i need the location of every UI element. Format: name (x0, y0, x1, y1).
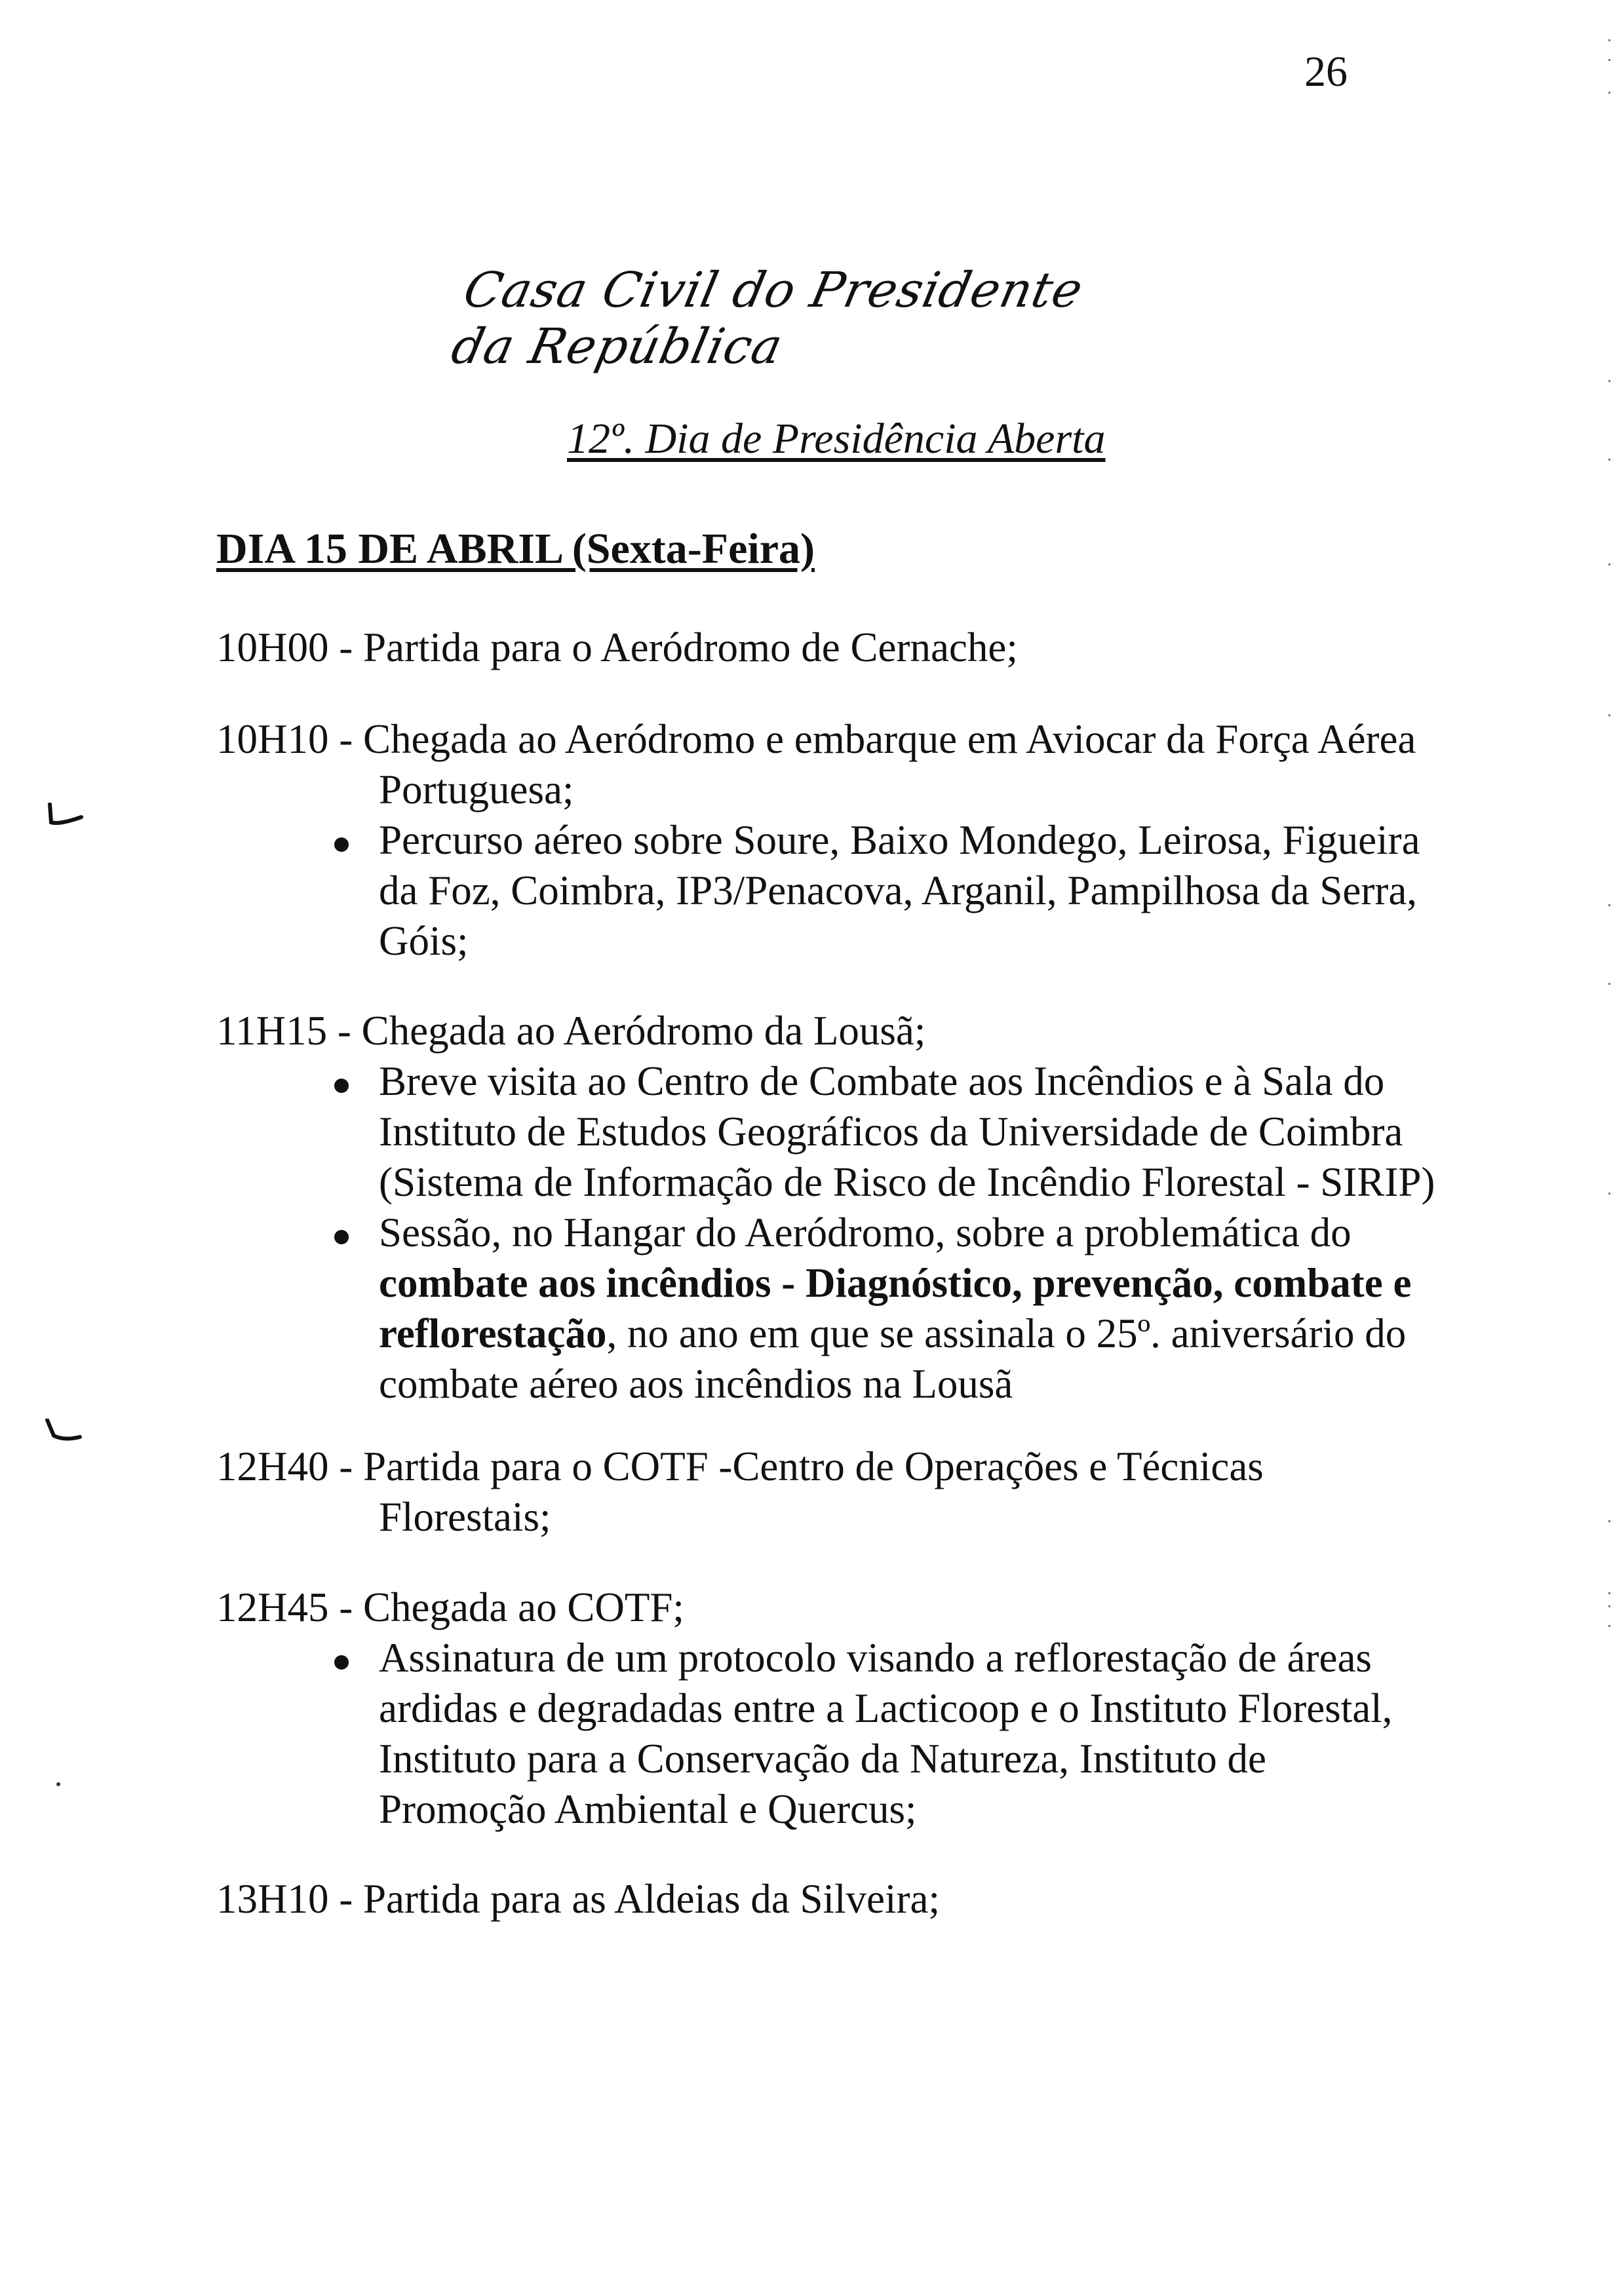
bullet-icon (334, 1079, 349, 1093)
bullet-line: Percurso aéreo sobre Soure, Baixo Mondego, Leirosa, Figueira (379, 817, 1420, 863)
bullet-line: Góis; (379, 918, 469, 964)
bullet-continuation (216, 1309, 1439, 1359)
entry-time: 12H45 (216, 1584, 329, 1630)
schedule-entry (216, 1582, 1439, 1835)
bullet-continuation (216, 1683, 1439, 1734)
entry-text: - Partida para o COTF -Centro de Operações e Técnicas (339, 1444, 1264, 1489)
check-mark-icon (46, 803, 85, 829)
bullet-line: Promoção Ambiental e Quercus; (379, 1786, 917, 1832)
entry-text: - Partida para as Aldeias da Silveira; (339, 1876, 940, 1922)
scan-edge (1606, 0, 1615, 2296)
bullet-continuation (216, 1359, 1439, 1409)
bullet-continuation (216, 866, 1439, 916)
bullet-continuation (216, 1107, 1439, 1157)
entry-text: - Chegada ao COTF; (339, 1584, 684, 1630)
bullet-line: (Sistema de Informação de Risco de Incêndio Florestal - SIRIP) (379, 1159, 1435, 1205)
bullet-line: Assinatura de um protocolo visando a reflorestação de áreas (379, 1635, 1372, 1681)
bullet-continuation (216, 916, 1439, 966)
entry-text: - Chegada ao Aeródromo e embarque em Aviocar da Força Aérea (339, 716, 1416, 762)
bullet-line: ardidas e degradadas entre a Lacticoop e o Instituto Florestal, (379, 1685, 1393, 1731)
bullet-continuation (216, 1157, 1439, 1208)
bullet-item (216, 1208, 1439, 1258)
letterhead: Casa Civil do Presidente da República (446, 262, 1088, 375)
bullet-item (216, 1056, 1439, 1107)
bullet-line: , no ano em que se assinala o 25º. aniversário do (606, 1311, 1407, 1356)
bullet-icon (334, 837, 349, 852)
bullet-continuation (216, 1258, 1439, 1309)
day-header: DIA 15 DE ABRIL (Sexta-Feira) (216, 525, 815, 573)
bullet-line: Breve visita ao Centro de Combate aos Incêndios e à Sala do (379, 1058, 1385, 1104)
bullet-continuation (216, 1734, 1439, 1784)
entry-continuation: Portuguesa; (379, 767, 574, 813)
schedule-entry (216, 622, 1439, 673)
schedule-entry (216, 1442, 1439, 1542)
entry-text: - Chegada ao Aeródromo da Lousã; (337, 1008, 926, 1054)
scan-speck (56, 1782, 60, 1786)
page-number: 26 (1304, 48, 1348, 96)
bullet-continuation (216, 1784, 1439, 1835)
entry-time: 12H40 (216, 1444, 329, 1489)
bullet-line: Sessão, no Hangar do Aeródromo, sobre a problemática do (379, 1210, 1352, 1255)
bullet-icon (334, 1230, 349, 1244)
bullet-icon (334, 1655, 349, 1670)
check-mark-icon (45, 1419, 84, 1445)
entry-text: - Partida para o Aeródromo de Cernache; (339, 624, 1018, 670)
bullet-line-bold: reflorestação (379, 1311, 607, 1356)
bullet-item (216, 815, 1439, 866)
schedule-entry (216, 1006, 1439, 1409)
subtitle: 12º. Dia de Presidência Aberta (567, 415, 1106, 463)
bullet-line: Instituto de Estudos Geográficos da Universidade de Coimbra (379, 1109, 1403, 1155)
bullet-line-bold: combate aos incêndios - Diagnóstico, prevenção, combate e (379, 1260, 1412, 1306)
entry-time: 13H10 (216, 1876, 329, 1922)
bullet-line: combate aéreo aos incêndios na Lousã (379, 1361, 1013, 1407)
bullet-line: Instituto para a Conservação da Natureza, Instituto de (379, 1736, 1267, 1782)
entry-continuation: Florestais; (379, 1494, 551, 1540)
entry-time: 10H10 (216, 716, 329, 762)
entry-time: 10H00 (216, 624, 329, 670)
bullet-item (216, 1633, 1439, 1683)
entry-time: 11H15 (216, 1008, 328, 1054)
bullet-line: da Foz, Coimbra, IP3/Penacova, Arganil, Pampilhosa da Serra, (379, 868, 1418, 913)
schedule-entry (216, 714, 1439, 966)
schedule-entry (216, 1874, 1439, 1924)
